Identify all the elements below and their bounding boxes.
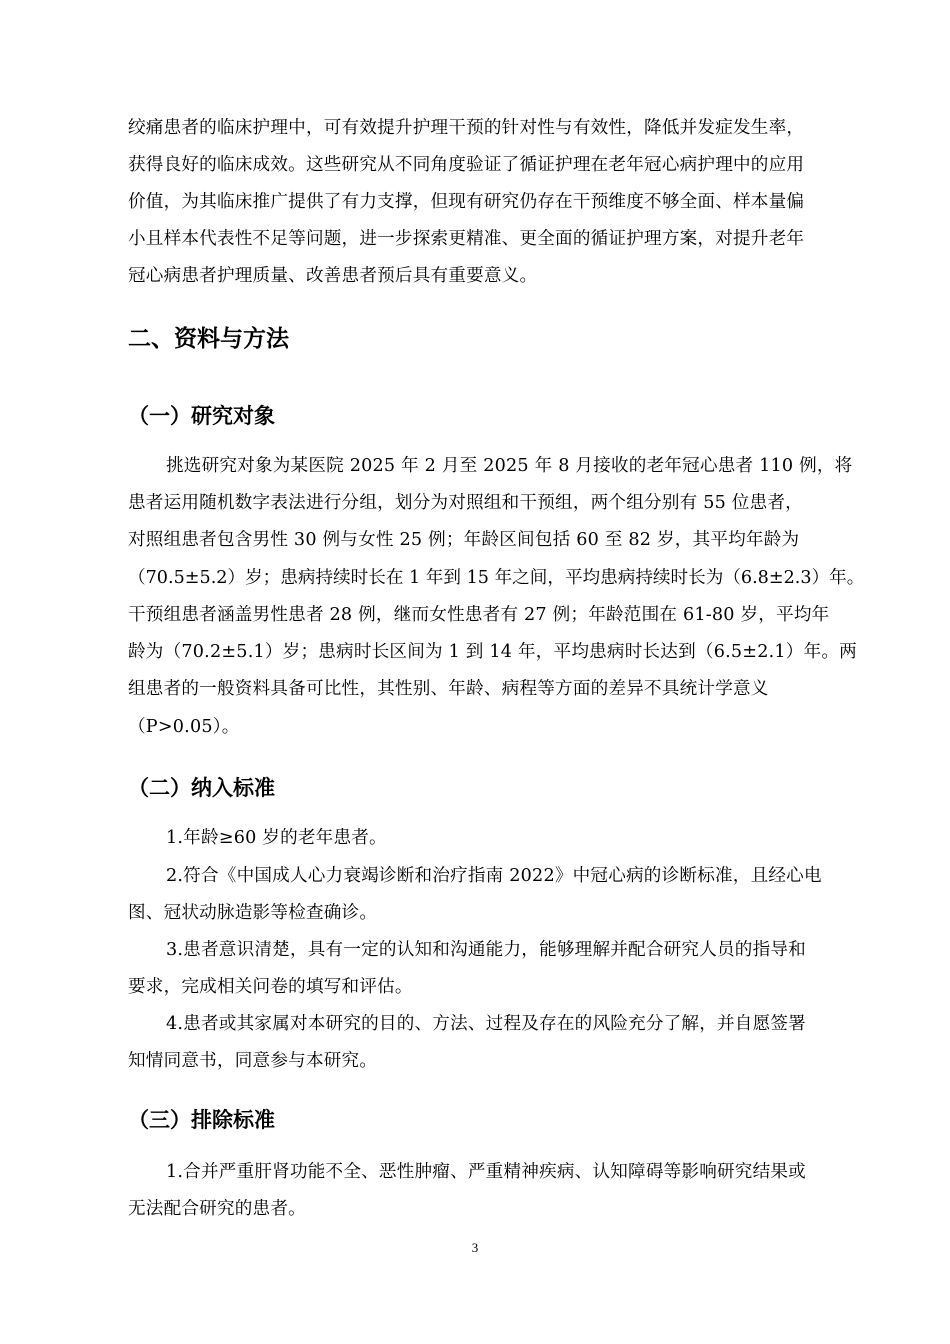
subheading-exclusion-criteria: （三）排除标准 [128,1108,275,1132]
subjects-line-4: （70.5±5.2）岁；患病持续时长在 1 年到 15 年之间，平均患病持续时长为（6.8±2.3）年。 [128,568,865,588]
subjects-line-3: 对照组患者包含男性 30 例与女性 25 例；年龄区间包括 60 至 82 岁，其平均年龄为 [128,530,800,550]
intro-line-3: 价值，为其临床推广提供了有力支撑，但现有研究仍存在干预维度不够全面、样本量偏 [128,192,805,212]
exclusion-line-1: 1.合并严重肝肾功能不全、恶性肿瘤、严重精神疾病、认知障碍等影响研究结果或 [166,1162,806,1182]
inclusion-line-4: 3.患者意识清楚，具有一定的认知和沟通能力，能够理解并配合研究人员的指导和 [166,940,806,960]
subjects-line-7: 组患者的一般资料具备可比性，其性别、年龄、病程等方面的差异不具统计学意义 [128,679,769,699]
subjects-line-1: 挑选研究对象为某医院 2025 年 2 月至 2025 年 8 月接收的老年冠心患者 110 例，将 [166,456,853,476]
inclusion-line-6: 4.患者或其家属对本研究的目的、方法、过程及存在的风险充分了解，并自愿签署 [166,1014,806,1034]
inclusion-line-7: 知情同意书，同意参与本研究。 [128,1051,378,1071]
subheading-inclusion-criteria: （二）纳入标准 [128,776,275,800]
intro-line-4: 小且样本代表性不足等问题，进一步探索更精准、更全面的循证护理方案，对提升老年 [128,229,805,249]
intro-line-5: 冠心病患者护理质量、改善患者预后具有重要意义。 [128,266,538,286]
inclusion-line-5: 要求，完成相关问卷的填写和评估。 [128,977,413,997]
section-heading-materials-methods: 二、资料与方法 [128,326,289,352]
inclusion-line-1: 1.年龄≥60 岁的老年患者。 [166,828,387,848]
subjects-line-2: 患者运用随机数字表法进行分组，划分为对照组和干预组，两个组分别有 55 位患者， [128,493,803,513]
subjects-line-8: （P>0.05）。 [128,717,240,737]
exclusion-line-2: 无法配合研究的患者。 [128,1199,306,1219]
inclusion-line-2: 2.符合《中国成人心力衰竭诊断和治疗指南 2022》中冠心病的诊断标准，且经心电 [166,866,822,886]
subheading-research-subjects: （一）研究对象 [128,404,275,428]
intro-line-1: 绞痛患者的临床护理中，可有效提升护理干预的针对性与有效性，降低并发症发生率， [128,118,805,138]
inclusion-line-3: 图、冠状动脉造影等检查确诊。 [128,903,378,923]
intro-line-2: 获得良好的临床成效。这些研究从不同角度验证了循证护理在老年冠心病护理中的应用 [128,155,805,175]
subjects-line-5: 干预组患者涵盖男性患者 28 例，继而女性患者有 27 例；年龄范围在 61-80 岁，平均年 [128,605,830,625]
page-number: 3 [471,1240,479,1255]
subjects-line-6: 龄为（70.2±5.1）岁；患病时长区间为 1 到 14 年，平均患病时长达到（6.5±2.1）年。两 [128,642,857,662]
